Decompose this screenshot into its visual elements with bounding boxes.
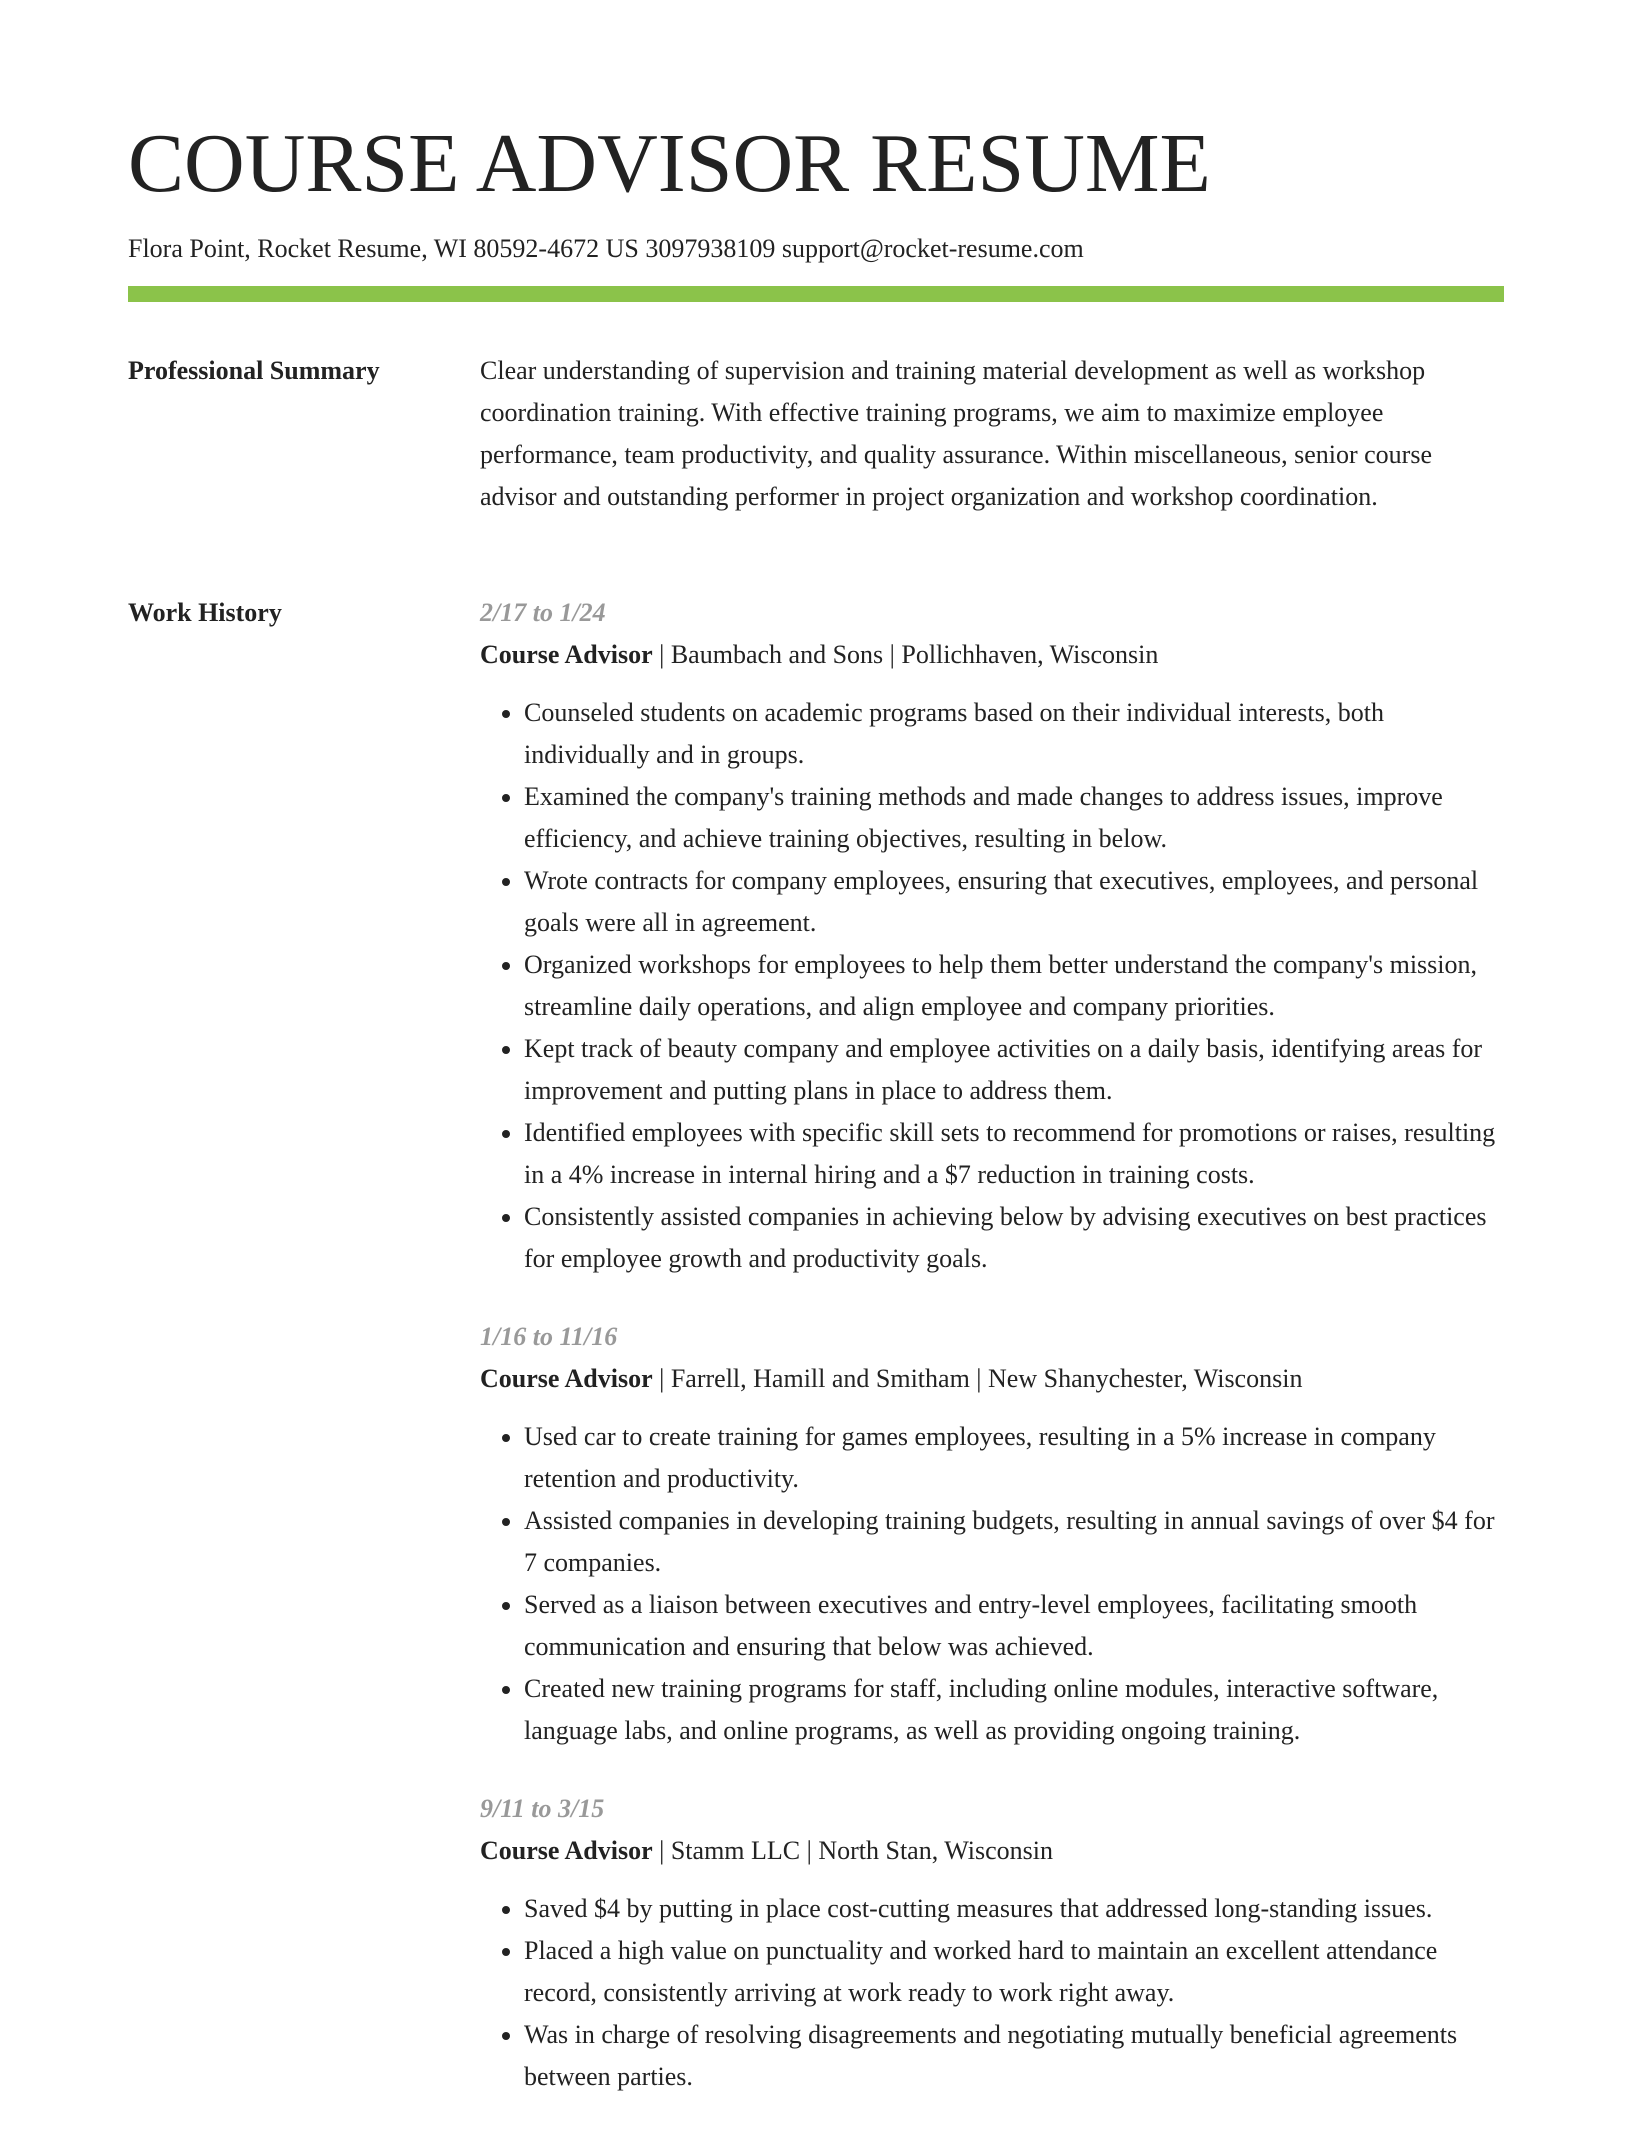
job-role: Course Advisor [480,640,653,669]
job-separator: | [883,640,902,669]
job-entry-3 [480,1788,1504,2098]
job-bullet: • Served as a liaison between executives and entry-level employees, facilitating smooth communication and ensuring that below was achieved. [524,1584,1504,1668]
summary-body [480,350,1504,518]
job-bullet: • Created new training programs for staff, including online modules, interactive software, language labs, and online programs, as well as providing ongoing training. [524,1668,1504,1752]
header-divider [128,286,1504,302]
job-bullets [480,1416,1504,1752]
job-bullet: • Kept track of beauty company and employee activities on a daily basis, identifying areas for improvement and putting plans in place to address them. [524,1028,1504,1112]
job-bullet: • Counseled students on academic programs based on their individual interests, both individually and in groups. [524,692,1504,776]
job-bullet: • Organized workshops for employees to help them better understand the company's mission, streamline daily operations, and align employee and company priorities. [524,944,1504,1028]
job-location: North Stan, Wisconsin [818,1836,1053,1865]
job-dates: 2/17 to 1/24 [480,598,606,627]
work-history-label: Work History [128,598,282,627]
summary-text: Clear understanding of supervision and training material development as well as workshop coordination training. With effective training programs, we aim to maximize employee performance, team productivity, and quality assurance. Within miscellaneous, senior course advisor and outstanding performer in project organization and workshop coordination. [480,356,1432,511]
job-bullet: • Examined the company's training methods and made changes to address issues, improve efficiency, and achieve training objectives, resulting in below. [524,776,1504,860]
job-separator: | [800,1836,819,1865]
job-heading [480,1358,1504,1400]
job-bullet: • Was in charge of resolving disagreements and negotiating mutually beneficial agreements between parties. [524,2014,1504,2098]
job-bullet: • Assisted companies in developing training budgets, resulting in annual savings of over $4 for 7 companies. [524,1500,1504,1584]
job-separator: | [652,1836,671,1865]
job-bullet: • Saved $4 by putting in place cost-cutting measures that addressed long-standing issues. [524,1888,1504,1930]
job-role: Course Advisor [480,1836,653,1865]
contact-line: Flora Point, Rocket Resume, WI 80592-4672 US 3097938109 support@rocket-resume.com [128,234,1084,263]
work-history-body [480,592,1504,2134]
job-bullet: • Used car to create training for games employees, resulting in a 5% increase in company retention and productivity. [524,1416,1504,1500]
job-heading [480,1830,1504,1872]
job-dates: 1/16 to 11/16 [480,1322,618,1351]
job-company: Farrell, Hamill and Smitham [670,1364,970,1393]
resume-title: COURSE ADVISOR RESUME [128,117,1211,210]
job-bullet: • Identified employees with specific skill sets to recommend for promotions or raises, resulting in a 4% increase in internal hiring and a $7 reduction in training costs. [524,1112,1504,1196]
job-entry-2 [480,1316,1504,1752]
job-company: Baumbach and Sons [670,640,884,669]
job-bullets [480,1888,1504,2098]
job-heading [480,634,1504,676]
job-bullet: • Placed a high value on punctuality and worked hard to maintain an excellent attendance record, consistently arriving at work ready to work right away. [524,1930,1504,2014]
job-company: Stamm LLC [670,1836,801,1865]
job-bullet: • Consistently assisted companies in achieving below by advising executives on best practices for employee growth and productivity goals. [524,1196,1504,1280]
job-bullet: • Wrote contracts for company employees, ensuring that executives, employees, and personal goals were all in agreement. [524,860,1504,944]
job-role: Course Advisor [480,1364,653,1393]
job-separator: | [652,1364,671,1393]
job-separator: | [969,1364,989,1393]
job-location: New Shanychester, Wisconsin [988,1364,1303,1393]
job-separator: | [652,640,671,669]
job-bullets [480,692,1504,1280]
job-entry-1 [480,592,1504,1280]
summary-label: Professional Summary [128,356,380,385]
job-dates: 9/11 to 3/15 [480,1794,605,1823]
job-location: Pollichhaven, Wisconsin [901,640,1159,669]
